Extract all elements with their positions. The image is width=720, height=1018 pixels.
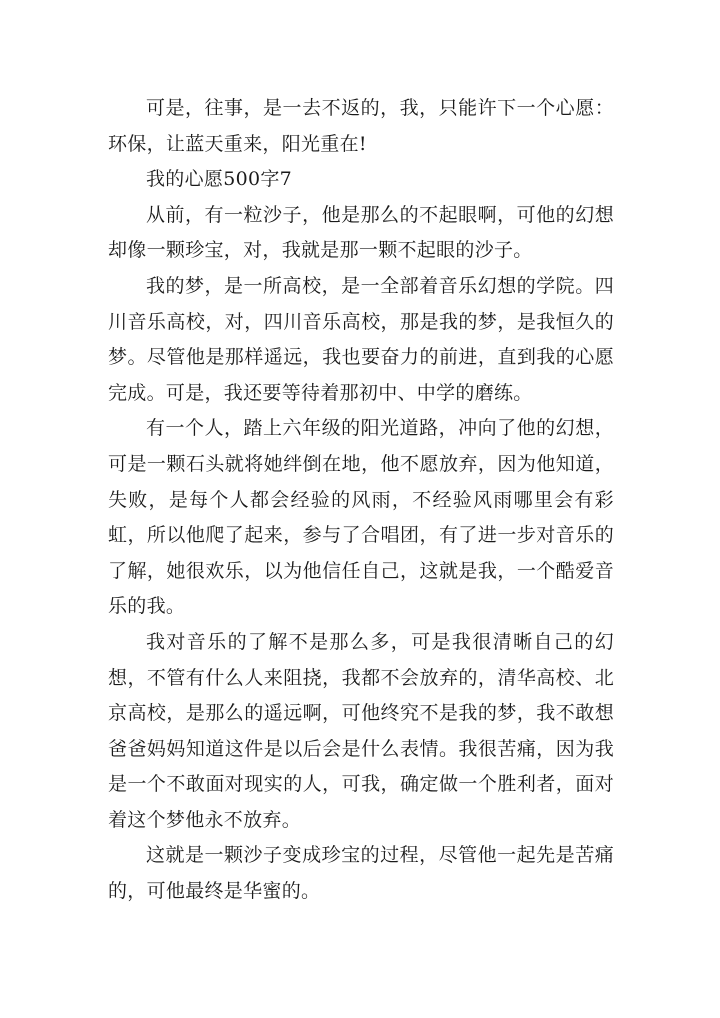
paragraph-ending: 这就是一颗沙子变成珍宝的过程，尽管他一起先是苦痛的，可他最终是华蜜的。 [108,844,614,903]
paragraph-sand-intro: 从前，有一粒沙子，他是那么的不起眼啊，可他的幻想却像一颗珍宝，对，我就是那一颗不起眼的沙子。 [108,203,614,262]
paragraph-wish-conclusion: 可是，往事，是一去不返的，我，只能许下一个心愿：环保，让蓝天重来，阳光重在! [108,97,614,155]
document-body [108,91,614,910]
paragraph-sixth-grade: 有一个人，踏上六年级的阳光道路，冲向了他的幻想，可是一颗石头就将她绊倒在地，他不愿放弃，因为他知道，失败，是每个人都会经验的风雨，不经验风雨哪里会有彩虹，所以他爬了起来，参与了合唱团，有了进一步对音乐的了解，她很欢乐，以为他信任自己，这就是我，一个酷爱音乐的我。 [108,417,614,618]
paragraph-dream-school: 我的梦，是一所高校，是一全部着音乐幻想的学院。四川音乐高校，对，四川音乐高校，那是我的梦，是我恒久的梦。尽管他是那样遥远，我也要奋力的前进，直到我的心愿完成。可是，我还要等待着那初中、中学的磨练。 [108,274,614,404]
section-heading: 我的心愿500字7 [146,168,293,191]
paragraph-never-give-up: 我对音乐的了解不是那么多，可是我很清晰自己的幻想，不管有什么人来阻挠，我都不会放弃的，清华高校、北京高校，是那么的遥远啊，可他终究不是我的梦，我不敢想爸爸妈妈知道这件是以后会是什么表情。我很苦痛，因为我是一个不敢面对现实的人，可我，确定做一个胜利者，面对着这个梦他永不放弃。 [108,630,614,831]
